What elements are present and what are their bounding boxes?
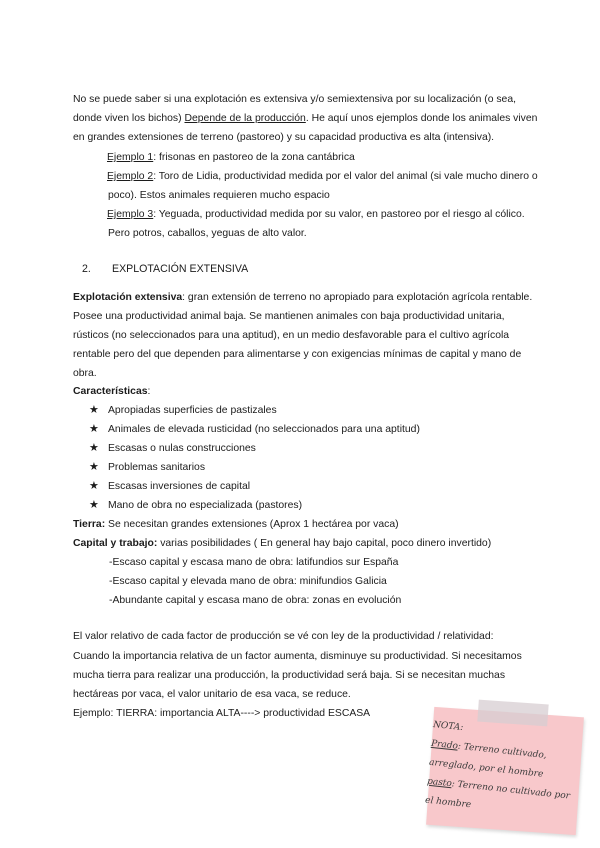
star-icon: ★ (89, 480, 99, 492)
example-3 (107, 205, 525, 224)
section-number: 2. (82, 263, 91, 275)
intro-line-2 (73, 109, 537, 128)
intro-line-3: en grandes extensiones de terreno (pastoreo) y su capacidad productiva es alta (intensiva). (73, 132, 495, 143)
definition-line-1 (73, 288, 532, 307)
capital-option: -Escaso capital y elevada mano de obra: minifundios Galicia (109, 576, 387, 587)
example-1-label: Ejemplo 1 (107, 152, 154, 163)
star-icon: ★ (89, 423, 99, 435)
example-2 (107, 167, 538, 186)
note-prado-cont: arreglado, por el hombre (428, 757, 544, 780)
relative-example: Ejemplo: TIERRA: importancia ALTA----> productividad ESCASA (73, 708, 371, 719)
example-3-label: Ejemplo 3 (107, 209, 154, 220)
note-pasto-text: : Terreno no cultivado por (451, 779, 571, 802)
intro-text-b: . He aquí unos ejemplos donde los animales viven (305, 113, 538, 124)
note-title: NOTA: (432, 719, 464, 734)
land-text: Se necesitan grandes extensiones (Aprox 1 hectárea por vaca) (105, 519, 399, 530)
capital-option: -Abundante capital y escasa mano de obra: zonas en evolución (109, 595, 402, 606)
intro-line-1: No se puede saber si una explotación es extensiva y/o semiextensiva por su localización (o sea, (73, 94, 517, 105)
characteristic-text: Apropiadas superficies de pastizales (108, 405, 277, 416)
example-2-text: : Toro de Lidia, productividad medida por el valor del animal (si vale mucho dinero o (153, 171, 538, 182)
capital-term: Capital y trabajo: (73, 538, 158, 549)
characteristic-text: Escasas o nulas construcciones (108, 443, 256, 454)
example-3-cont: Pero potros, caballos, yeguas de alto valor. (108, 228, 307, 239)
note-pasto-label: pasto (426, 776, 453, 790)
capital-text: varias posibilidades ( En general hay bajo capital, poco dinero invertido) (157, 538, 492, 549)
section-heading (82, 263, 248, 275)
example-1-text: : frisonas en pastoreo de la zona cantábrica (153, 152, 355, 163)
example-3-text: : Yeguada, productividad medida por su valor, en pastoreo por el riesgo al cólico. (153, 209, 525, 220)
note-prado-label: Prado (430, 738, 459, 752)
capital-option: -Escaso capital y escasa mano de obra: latifundios sur España (109, 557, 399, 568)
definition-line-4: rentable pero del que dependen para alimentarse y con exigencias mínimas de capital y mano de (73, 349, 522, 360)
sticky-note-text (424, 716, 583, 826)
star-icon: ★ (89, 499, 99, 511)
characteristics-heading (73, 382, 150, 401)
characteristics-colon: : (147, 386, 151, 397)
intro-text-a: donde viven los bichos) (73, 113, 185, 124)
example-2-label: Ejemplo 2 (107, 171, 154, 182)
land-term: Tierra: (73, 519, 106, 530)
characteristic-item (89, 401, 277, 420)
star-icon: ★ (89, 442, 99, 454)
characteristics-term: Características (73, 386, 148, 397)
star-icon: ★ (89, 461, 99, 473)
characteristic-text: Animales de elevada rusticidad (no seleccionados para una aptitud) (108, 424, 420, 435)
relative-line-4: hectáreas por vaca, el valor unitario de esa vaca, se reduce. (73, 689, 351, 700)
definition-text: : gran extensión de terreno no apropiado para explotación agrícola rentable. (182, 292, 533, 303)
relative-line-3: mucha tierra para realizar una producción, la productividad será baja. Si se necesitan muchas (73, 670, 506, 681)
characteristic-item (89, 458, 205, 477)
star-icon: ★ (89, 404, 99, 416)
note-prado-text: : Terreno cultivado, (457, 741, 548, 761)
characteristic-text: Mano de obra no especializada (pastores) (108, 500, 303, 511)
example-2-cont: poco). Estos animales requieren mucho espacio (108, 190, 330, 201)
capital-line (73, 534, 491, 553)
characteristic-item (89, 439, 256, 458)
characteristic-text: Escasas inversiones de capital (108, 481, 251, 492)
definition-line-3: rústicos (no seleccionados para una aptitud), en un medio desfavorable para el cultivo agrícola (73, 330, 510, 341)
land-line (73, 515, 399, 534)
example-1 (107, 148, 355, 167)
characteristic-text: Problemas sanitarios (108, 462, 206, 473)
note-pasto-cont: el hombre (424, 795, 472, 811)
section-title: EXPLOTACIÓN EXTENSIVA (112, 263, 249, 275)
relative-line-1: El valor relativo de cada factor de producción se vé con ley de la productividad / relatividad: (73, 631, 494, 642)
definition-line-5: obra. (73, 368, 97, 379)
definition-term: Explotación extensiva (73, 292, 183, 303)
intro-underlined: Depende de la producción (184, 113, 306, 124)
characteristic-item (89, 420, 420, 439)
characteristic-item (89, 477, 250, 496)
characteristic-item (89, 496, 302, 515)
relative-line-2: Cuando la importancia relativa de un factor aumenta, disminuye su productividad. Si necesitamos (73, 651, 522, 662)
definition-line-2: Posee una productividad animal baja. Se mantienen animales con baja productividad unitaria, (73, 311, 505, 322)
